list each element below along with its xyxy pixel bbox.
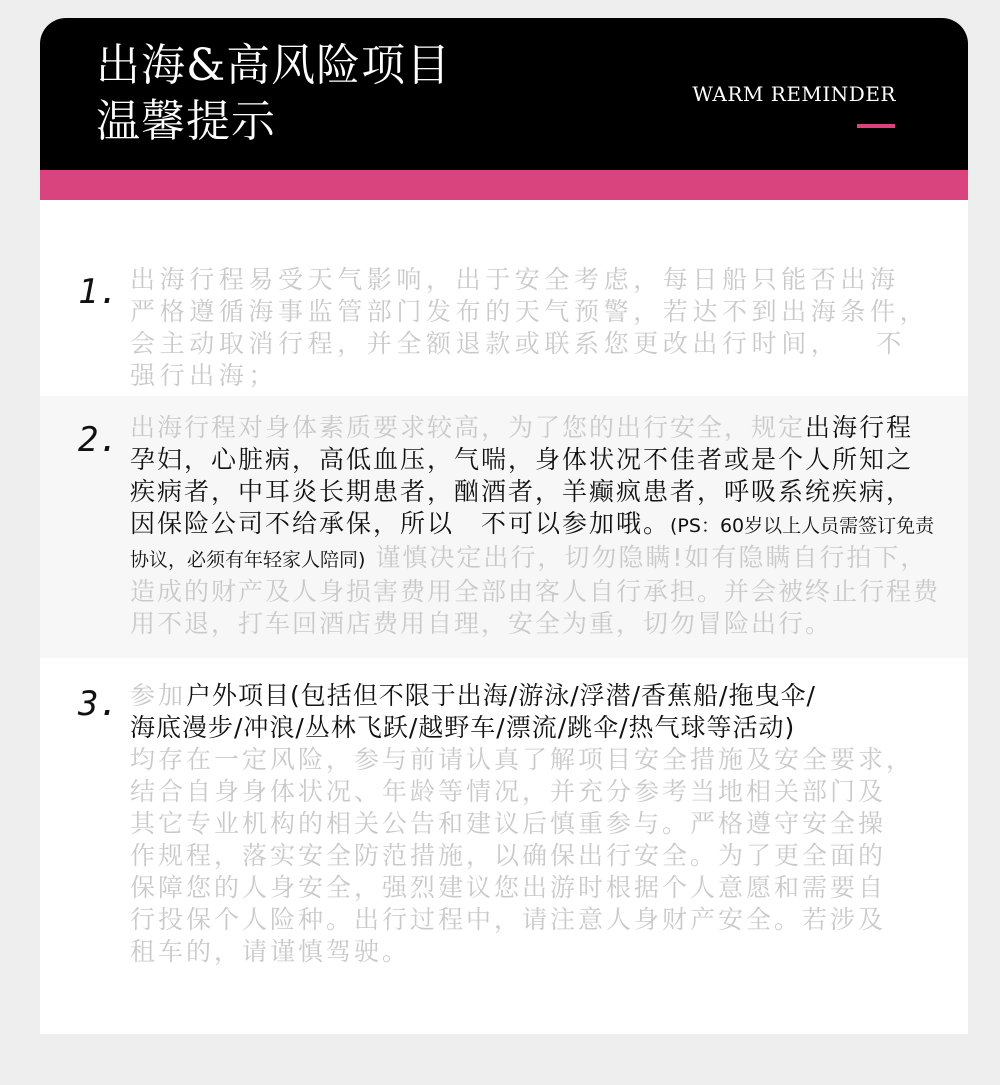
text-segment: 会主动取消行程，并全额退款或联系您更改出行时间， [130,329,841,358]
text-line: 用不退，打车回酒店费用自理，安全为重，切勿冒险出行。 [130,609,833,638]
text-line [130,508,945,542]
text-line: 租车的，请谨慎驾驶。 [130,937,411,966]
item-number: 3. [78,684,119,724]
text-line-highlight: 孕妇，心脏病，高低血压，气喘，身体状况不佳者或是个人所知之 [130,445,914,474]
text-line: 作规程，落实安全防范措施，以确保出行安全。为了更全面的 [130,841,887,870]
text-line: 出海行程易受天气影响，出于安全考虑，每日船只能否出海 [130,265,900,294]
text-line: 造成的财产及人身损害费用全部由客人自行承担。并会被终止行程费 [130,577,941,606]
text-segment-note: 协议，必须有年轻家人陪同) [130,549,366,571]
text-line: 均存在一定风险，参与前请认真了解项目安全措施及安全要求， [130,745,915,774]
reminder-item-3 [40,658,968,1034]
text-segment-highlight: 因保险公司不给承保，所以 不可以参加哦。 [130,509,671,538]
text-line: 其它专业机构的相关公告和建议后慎重参与。严格遵守安全操 [130,809,887,838]
text-line: 严格遵循海事监管部门发布的天气预警，若达不到出海条件， [130,297,930,326]
text-line: 强行出海； [130,361,279,390]
text-line: 保障您的人身安全，强烈建议您出游时根据个人意愿和需要自 [130,873,887,902]
reminder-item-2 [40,396,968,658]
text-segment: 参加 [130,681,187,710]
title-line-2: 温馨提示 [96,96,276,147]
text-line [130,542,945,576]
text-line: 行投保个人险种。出行过程中，请注意人身财产安全。若涉及 [130,905,887,934]
reminder-item-1 [40,234,968,396]
header [40,18,968,170]
item-number: 1. [78,272,119,312]
text-segment: 出海行程对身体素质要求较高，为了您的出行安全，规定 [130,413,806,442]
title-line-1: 出海&高风险项目 [96,40,452,91]
text-line [130,412,945,444]
item-text [130,412,945,640]
text-line-highlight: 海底漫步/冲浪/丛林飞跃/越野车/漂流/跳伞/热气球等活动) [130,713,796,742]
text-segment: 不 [876,329,907,358]
text-segment: 谨慎决定出行，切勿隐瞒!如有隐瞒自行拍下， [365,543,928,572]
text-line [130,680,945,712]
item-number: 2. [78,420,119,460]
accent-band [40,170,968,200]
text-segment-highlight: 户外项目(包括但不限于出海/游泳/浮潜/香蕉船/拖曳伞/ [186,681,816,710]
text-line: 结合自身身体状况、年龄等情况，并充分参考当地相关部门及 [130,777,887,806]
subtitle-underline [857,124,895,128]
text-segment-note: (PS：60岁以上人员需签订免责 [670,515,935,537]
text-line-highlight: 疾病者，中耳炎长期患者，酗酒者，羊癫疯患者，呼吸系统疾病， [130,477,914,506]
text-segment-highlight: 出海行程 [805,413,914,442]
item-text [130,680,945,968]
reminder-card [40,18,968,1034]
subtitle: WARM REMINDER [692,82,896,106]
text-line [130,328,945,360]
item-text [130,264,945,392]
